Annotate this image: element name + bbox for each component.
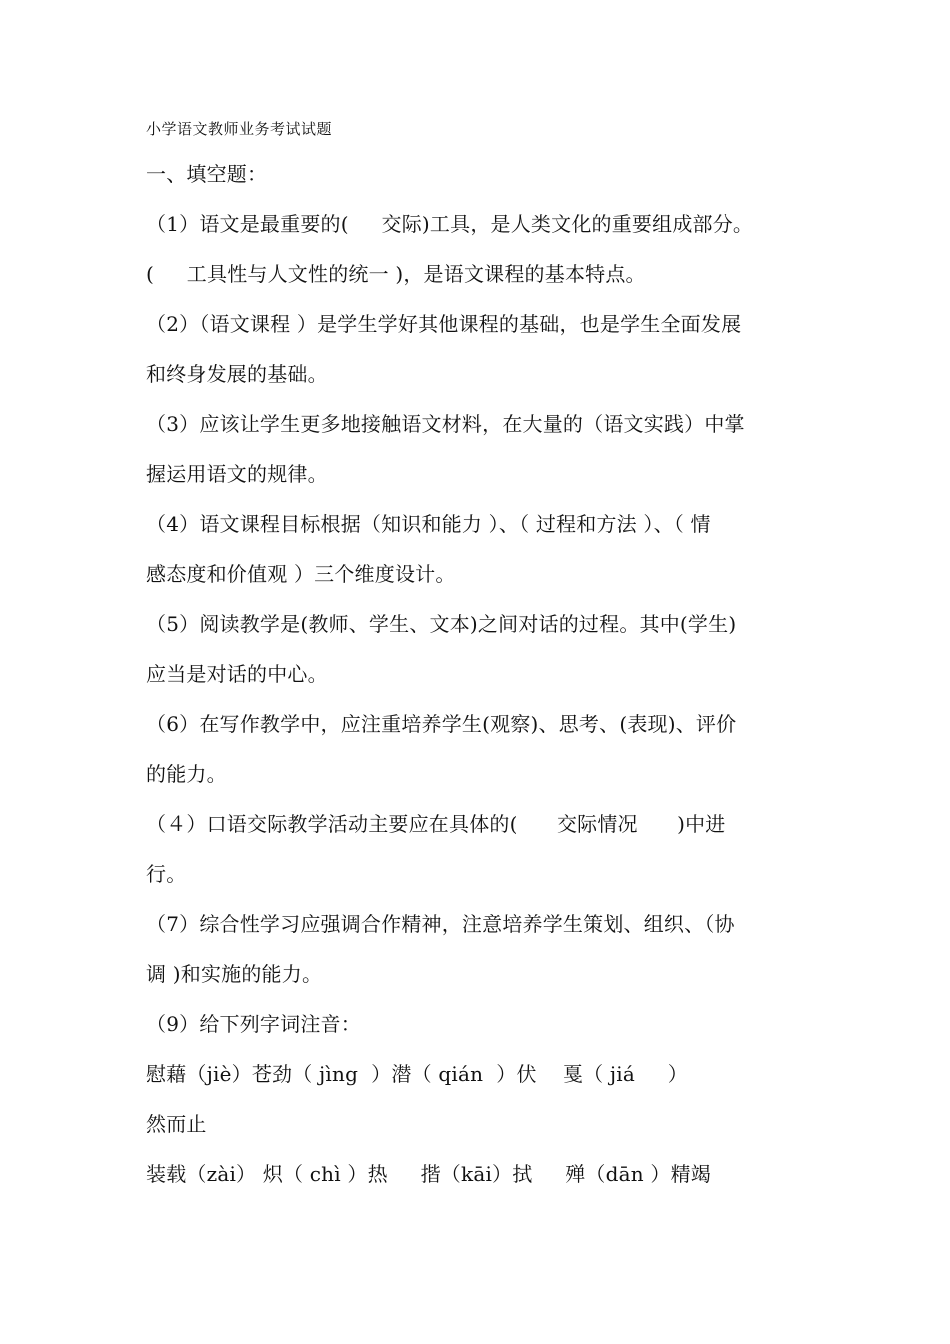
question-oral-line-1: （４）口语交际教学活动主要应在具体的( 交际情况 )中进 <box>146 812 726 836</box>
question-3-line-1: （3）应该让学生更多地接触语文材料，在大量的（语文实践）中掌 <box>146 412 745 436</box>
question-7-line-2: 调 )和实施的能力。 <box>146 962 323 986</box>
question-oral-line-2: 行。 <box>146 862 187 886</box>
question-5-line-1: （5）阅读教学是(教师、学生、文本)之间对话的过程。其中(学生) <box>146 612 737 636</box>
question-6-line-1: （6）在写作教学中，应注重培养学生(观察)、思考、(表现)、评价 <box>146 712 737 736</box>
question-4-line-1: （4）语文课程目标根据（知识和能力 ）、（ 过程和方法 ）、（ 情 <box>146 512 711 536</box>
question-1-line-2: ( 工具性与人文性的统一 )，是语文课程的基本特点。 <box>146 262 646 286</box>
question-4-line-2: 感态度和价值观 ）三个维度设计。 <box>146 562 456 586</box>
pinyin-row-1: 慰藉（jiè）苍劲（ jìng ）潜（ qián ）伏 戛（ jiá ） <box>146 1062 688 1086</box>
question-2-line-1: （2）（语文课程 ）是学生学好其他课程的基础，也是学生全面发展 <box>146 312 742 336</box>
pinyin-row-1-continued: 然而止 <box>146 1112 207 1136</box>
question-9-heading: （9）给下列字词注音： <box>146 1012 361 1036</box>
document-title: 小学语文教师业务考试试题 <box>146 120 333 138</box>
question-1-line-1: （1）语文是最重要的( 交际)工具，是人类文化的重要组成部分。 <box>146 212 754 236</box>
question-6-line-2: 的能力。 <box>146 762 227 786</box>
question-2-line-2: 和终身发展的基础。 <box>146 362 328 386</box>
question-3-line-2: 握运用语文的规律。 <box>146 462 328 486</box>
pinyin-row-2: 装载（zài） 炽（ chì ）热 揩（kāi）拭 殚（dān ）精竭 <box>146 1162 711 1186</box>
exam-content <box>146 157 816 1207</box>
section-heading: 一、填空题： <box>146 162 268 186</box>
question-5-line-2: 应当是对话的中心。 <box>146 662 328 686</box>
question-7-line-1: （7）综合性学习应强调合作精神，注意培养学生策划、组织、（协 <box>146 912 735 936</box>
